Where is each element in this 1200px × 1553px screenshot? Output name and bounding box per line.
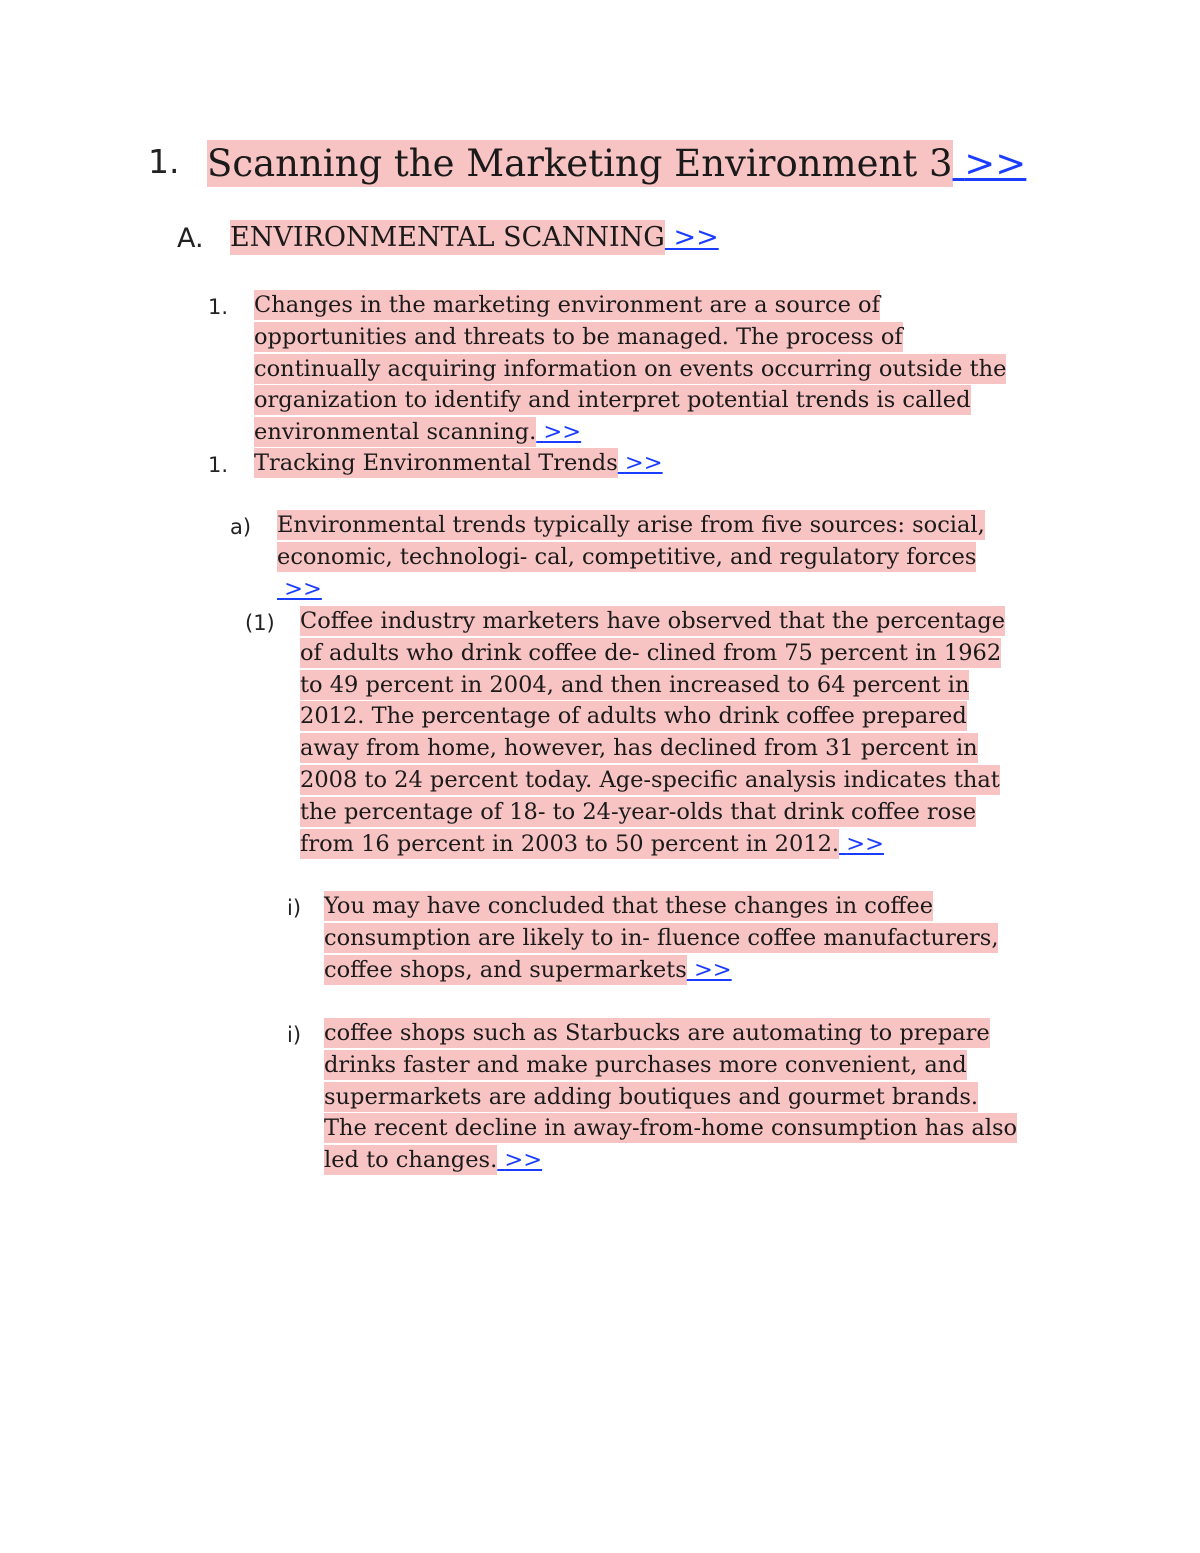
list-item-text: coffee shops such as Starbucks are automating to prepare drinks faster and make purchases more convenient, and supermarkets are adding boutiques and gourmet brands. The recent decline in away-from-home consumption has also led to changes. <box>324 1020 1018 1174</box>
list-marker: A. <box>177 223 204 254</box>
list-item-body <box>324 1018 1024 1177</box>
title-text-block <box>207 140 1107 188</box>
jump-link[interactable]: >> <box>964 142 1027 185</box>
section-text-block <box>230 220 1030 256</box>
jump-link[interactable]: >> <box>693 956 732 983</box>
jump-link[interactable]: >> <box>543 419 582 446</box>
section-text: ENVIRONMENTAL SCANNING <box>230 222 665 253</box>
list-item-text: Coffee industry marketers have observed that the percentage of adults who drink coffee de- clined from 75 percent in 1962 to 49 percent in 2004, and then increased to 64 percent in 2012. The percentage of adults who drink coffee prepared away from home, however, has declined from 31 percent in 2008 to 24 percent today. Age-specific analysis indicates that the percentage of 18- to 24-year-olds that drink coffee rose from 16 percent in 2003 to 50 percent in 2012. <box>300 608 1006 857</box>
list-item-text: You may have concluded that these changes in coffee consumption are likely to in- fluence coffee manufacturers, coffee shops, and supermarkets <box>324 893 999 983</box>
list-marker: 1. <box>208 295 229 319</box>
list-item-body <box>300 606 1020 860</box>
list-item-text: Changes in the marketing environment are a source of opportunities and threats to be managed. The process of continually acquiring information on events occurring outside the organization to identify and interpret potential trends is called environmental scanning. <box>254 292 1007 446</box>
jump-link[interactable]: >> <box>504 1147 543 1174</box>
list-item-text: Environmental trends typically arise from five sources: social, economic, technologi- cal, competitive, and regulatory forces <box>277 512 985 570</box>
jump-link[interactable]: >> <box>673 222 719 253</box>
list-item-body <box>277 510 1017 605</box>
list-marker: i) <box>287 896 302 920</box>
jump-link[interactable]: >> <box>624 450 663 476</box>
list-item-body <box>254 448 1029 480</box>
list-marker: 1. <box>148 142 180 181</box>
list-item-text: Tracking Environmental Trends <box>254 450 618 476</box>
list-marker: a) <box>230 515 252 539</box>
list-marker: i) <box>287 1023 302 1047</box>
list-marker: 1. <box>208 453 229 477</box>
jump-link[interactable]: >> <box>284 575 322 602</box>
list-item-body <box>324 891 1014 986</box>
list-marker: (1) <box>245 611 275 635</box>
title-text: Scanning the Marketing Environment 3 <box>207 142 953 185</box>
list-item-body <box>254 290 1029 449</box>
jump-link[interactable]: >> <box>846 830 884 857</box>
